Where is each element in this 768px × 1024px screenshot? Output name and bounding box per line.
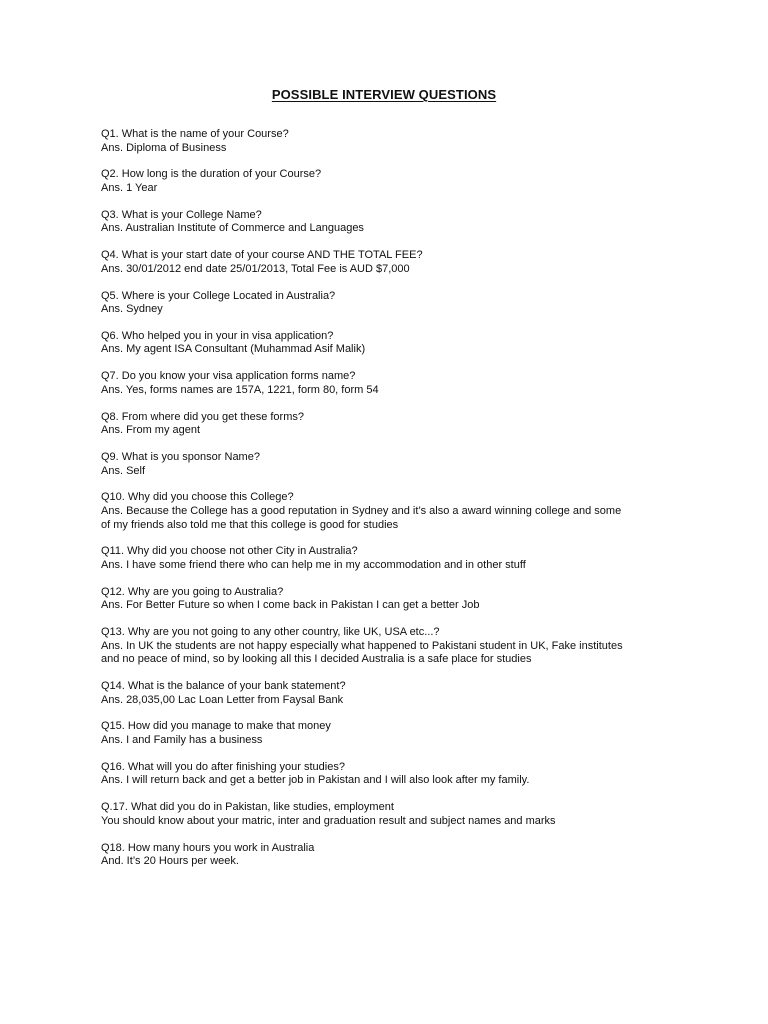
- answer-text: Ans. Diploma of Business: [101, 141, 227, 154]
- question-text: Q16. What will you do after finishing your studies?: [101, 760, 345, 773]
- answer-text: of my friends also told me that this college is good for studies: [101, 518, 399, 531]
- answer-text: Ans. 1 Year: [101, 181, 158, 194]
- answer-text: Ans. 28,035,00 Lac Loan Letter from Faysal Bank: [101, 693, 344, 706]
- answer-text: Ans. In UK the students are not happy especially what happened to Pakistani student in UK, Fake institutes: [101, 639, 623, 652]
- qa-item: [101, 842, 671, 869]
- qa-item: [101, 411, 671, 438]
- question-text: Q15. How did you manage to make that money: [101, 720, 331, 733]
- qa-item: [101, 290, 671, 317]
- question-text: Q10. Why did you choose this College?: [101, 491, 294, 504]
- answer-text: Ans. 30/01/2012 end date 25/01/2013, Total Fee is AUD $7,000: [101, 262, 410, 275]
- qa-item: [101, 626, 671, 667]
- qa-item: [101, 586, 671, 613]
- answer-text: Ans. I have some friend there who can help me in my accommodation and in other stuff: [101, 558, 526, 571]
- answer-text: Ans. For Better Future so when I come back in Pakistan I can get a better Job: [101, 599, 480, 612]
- answer-text: Ans. Sydney: [101, 303, 163, 316]
- question-list: [101, 128, 671, 882]
- qa-item: [101, 545, 671, 572]
- qa-item: [101, 801, 671, 828]
- page-title: POSSIBLE INTERVIEW QUESTIONS: [271, 87, 497, 102]
- question-text: Q.17. What did you do in Pakistan, like studies, employment: [101, 801, 394, 814]
- qa-item: [101, 330, 671, 357]
- qa-item: [101, 128, 671, 155]
- question-text: Q1. What is the name of your Course?: [101, 128, 289, 140]
- qa-item: [101, 680, 671, 707]
- answer-text: Ans. Yes, forms names are 157A, 1221, form 80, form 54: [101, 383, 379, 396]
- question-text: Q6. Who helped you in your in visa application?: [101, 329, 334, 342]
- answer-text: Ans. My agent ISA Consultant (Muhammad Asif Malik): [101, 343, 366, 356]
- question-text: Q13. Why are you not going to any other country, like UK, USA etc...?: [101, 626, 440, 639]
- answer-text: Ans. Self: [101, 464, 146, 477]
- question-text: Q12. Why are you going to Australia?: [101, 585, 284, 598]
- answer-text: Ans. Because the College has a good reputation in Sydney and it’s also a award winning college and some: [101, 504, 622, 517]
- qa-item: [101, 168, 671, 195]
- question-text: Q18. How many hours you work in Australia: [101, 841, 315, 854]
- question-text: Q2. How long is the duration of your Course?: [101, 168, 322, 181]
- question-text: Q9. What is you sponsor Name?: [101, 451, 260, 463]
- question-text: Q3. What is your College Name?: [101, 208, 262, 221]
- question-text: Q7. Do you know your visa application forms name?: [101, 370, 356, 383]
- answer-text: and no peace of mind, so by looking all this I decided Australia is a safe place for studies: [101, 653, 532, 666]
- question-text: Q8. From where did you get these forms?: [101, 410, 304, 423]
- qa-item: [101, 209, 671, 236]
- answer-text: Ans. I and Family has a business: [101, 734, 263, 747]
- qa-item: [101, 491, 671, 532]
- qa-item: [101, 249, 671, 276]
- answer-text: Ans. I will return back and get a better job in Pakistan and I will also look after my family.: [101, 774, 530, 787]
- qa-item: [101, 720, 671, 747]
- question-text: Q5. Where is your College Located in Australia?: [101, 289, 336, 302]
- answer-text: You should know about your matric, inter and graduation result and subject names and marks: [101, 814, 556, 827]
- qa-item: [101, 761, 671, 788]
- question-text: Q4. What is your start date of your course AND THE TOTAL FEE?: [101, 249, 423, 262]
- answer-text: And. It’s 20 Hours per week.: [101, 855, 239, 868]
- question-text: Q14. What is the balance of your bank statement?: [101, 680, 346, 693]
- question-text: Q11. Why did you choose not other City in Australia?: [101, 545, 358, 558]
- qa-item: [101, 370, 671, 397]
- qa-item: [101, 451, 671, 478]
- answer-text: Ans. From my agent: [101, 424, 201, 437]
- answer-text: Ans. Australian Institute of Commerce and Languages: [101, 222, 364, 235]
